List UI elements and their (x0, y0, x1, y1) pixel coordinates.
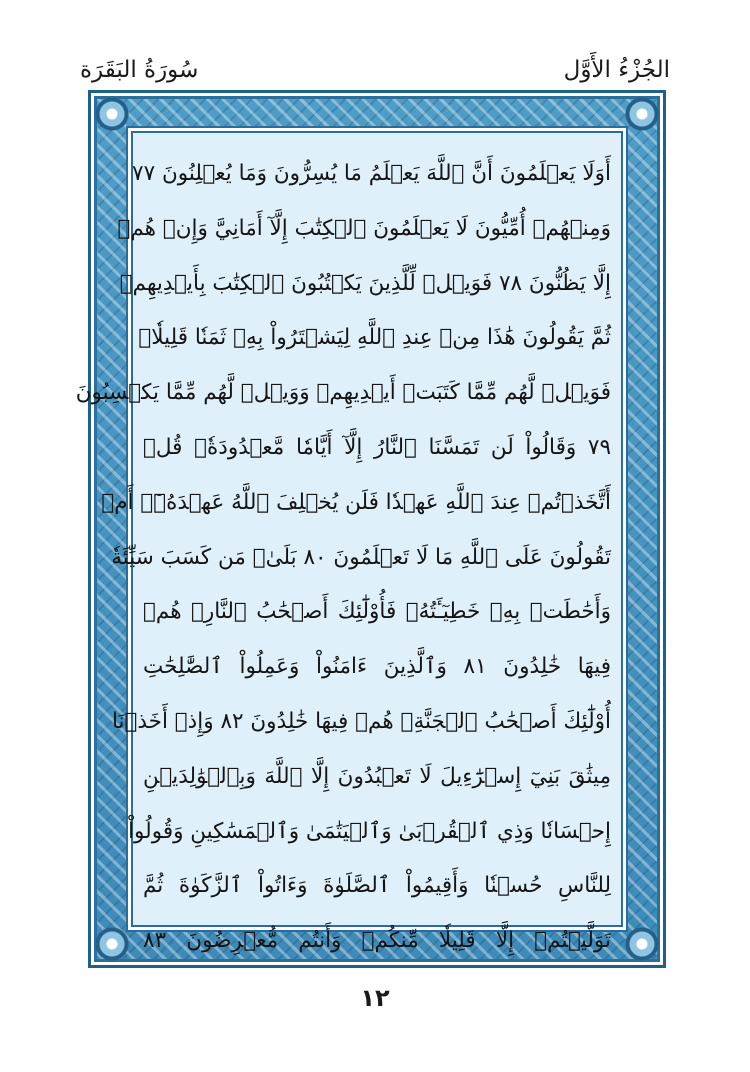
corner-ornament-icon (625, 927, 659, 961)
page-header (80, 52, 670, 88)
page-number: ١٢ (360, 984, 390, 1012)
verse-line: أَوَلَا يَعۡلَمُونَ أَنَّ ٱللَّهَ يَعۡلَمُ مَا يُسِرُّونَ وَمَا يُعۡلِنُونَ ٧٧ (132, 161, 611, 186)
juz-label: الجُزْءُ الأَوَّل (563, 57, 670, 83)
surah-label: سُورَةُ البَقَرَة (80, 57, 199, 83)
verse-line: ٧٩ وَقَالُواْ لَن تَمَسَّنَا ٱلنَّارُ إِلَّآ أَيَّامٗا مَّعۡدُودَةٗۚ قُلۡ (143, 434, 611, 460)
verse-line: تَوَلَّيۡتُمۡ إِلَّا قَلِيلٗا مِّنكُمۡ وَأَنتُم مُّعۡرِضُونَ ٨٣ (143, 928, 611, 954)
corner-ornament-icon (95, 927, 129, 961)
verse-line: أُوْلَٰٓئِكَ أَصۡحَٰبُ ٱلۡجَنَّةِۖ هُمۡ فِيهَا خَٰلِدُونَ ٨٢ وَإِذۡ أَخَذۡنَا (111, 708, 611, 734)
verse-line: تَقُولُونَ عَلَى ٱللَّهِ مَا لَا تَعۡلَمُونَ ٨٠ بَلَىٰۚ مَن كَسَبَ سَيِّئَةٗ (111, 544, 611, 570)
corner-ornament-icon (625, 97, 659, 131)
verse-lines (75, 147, 611, 969)
verse-line: وَأَحَٰطَتۡ بِهِۦ خَطِيٓـَٔتُهُۥ فَأُوْلَٰٓئِكَ أَصۡحَٰبُ ٱلنَّارِۖ هُمۡ (143, 599, 611, 625)
verse-line: فِيهَا خَٰلِدُونَ ٨١ وَٱلَّذِينَ ءَامَنُواْ وَعَمِلُواْ ٱلصَّٰلِحَٰتِ (143, 654, 611, 680)
corner-ornament-icon (95, 97, 129, 131)
verse-line: وَمِنۡهُمۡ أُمِّيُّونَ لَا يَعۡلَمُونَ ٱلۡكِتَٰبَ إِلَّآ أَمَانِيَّ وَإِنۡ هُمۡ (117, 215, 611, 241)
verse-line: إِلَّا يَظُنُّونَ ٧٨ فَوَيۡلٞ لِّلَّذِينَ يَكۡتُبُونَ ٱلۡكِتَٰبَ بِأَيۡدِيهِمۡ (119, 270, 611, 296)
ornamental-frame (75, 90, 666, 968)
text-panel (75, 131, 623, 954)
verse-line: إِحۡسَانٗا وَذِي ٱلۡقُرۡبَىٰ وَٱلۡيَتَٰمَىٰ وَٱلۡمَسَٰكِينِ وَقُولُواْ (128, 818, 611, 844)
verse-line: لِلنَّاسِ حُسۡنٗا وَأَقِيمُواْ ٱلصَّلَوٰةَ وَءَاتُواْ ٱلزَّكَوٰةَ ثُمَّ (143, 873, 611, 899)
verse-line: مِيثَٰقَ بَنِيٓ إِسۡرَٰٓءِيلَ لَا تَعۡبُدُونَ إِلَّا ٱللَّهَ وَبِٱلۡوَٰلِدَيۡنِ (143, 763, 611, 789)
verse-line: فَوَيۡلٞ لَّهُم مِّمَّا كَتَبَتۡ أَيۡدِيهِمۡ وَوَيۡلٞ لَّهُم مِّمَّا يَكۡسِبُونَ (75, 380, 611, 406)
verse-line: أَتَّخَذۡتُمۡ عِندَ ٱللَّهِ عَهۡدٗا فَلَن يُخۡلِفَ ٱللَّهُ عَهۡدَهُۥٓۖ أَمۡ (101, 489, 611, 515)
verse-line: ثُمَّ يَقُولُونَ هَٰذَا مِنۡ عِندِ ٱللَّهِ لِيَشۡتَرُواْ بِهِۦ ثَمَنٗا قَلِيلٗاۖ (138, 325, 611, 351)
